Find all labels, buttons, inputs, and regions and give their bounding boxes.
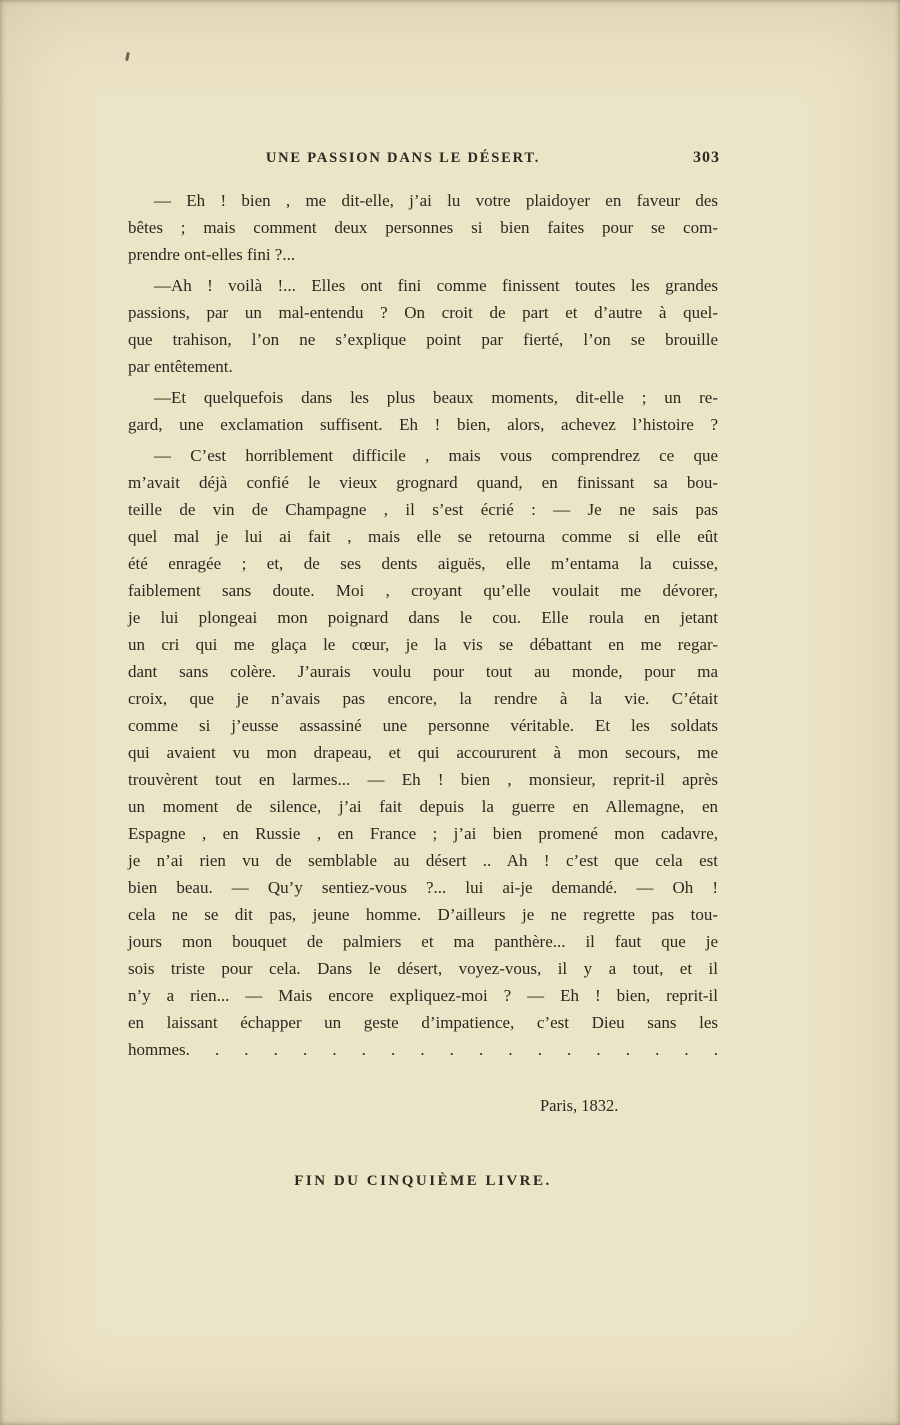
text-line: — Eh ! bien , me dit-elle, j’ai lu votre plaidoyer en faveur des <box>154 191 718 210</box>
text-line: dant sans colère. J’aurais voulu pour tout au monde, pour ma <box>128 662 718 681</box>
paragraph <box>128 384 718 438</box>
text-line: croix, que je n’avais pas encore, la rendre à la vie. C’était <box>128 689 718 708</box>
text-line: je lui plongeai mon poignard dans le cou. Elle roula en jetant <box>128 608 718 627</box>
scan-artifact <box>125 52 130 61</box>
text-column <box>128 150 718 1190</box>
text-line: que trahison, l’on ne s’explique point par fierté, l’on se brouille <box>128 330 718 349</box>
text-line: passions, par un mal-entendu ? On croit de part et d’autre à quel- <box>128 303 718 322</box>
text-line: un moment de silence, j’ai fait depuis la guerre en Allemagne, en <box>128 797 718 816</box>
text-line: faiblement sans doute. Moi , croyant qu’elle voulait me dévorer, <box>128 581 718 600</box>
text-line: bêtes ; mais comment deux personnes si bien faites pour se com- <box>128 218 718 237</box>
text-line: — C’est horriblement difficile , mais vous comprendrez ce que <box>154 446 718 465</box>
text-line: —Et quelquefois dans les plus beaux moments, dit-elle ; un re- <box>154 388 718 407</box>
text-line: cela ne se dit pas, jeune homme. D’ailleurs je ne regrette pas tou- <box>128 905 718 924</box>
text-line: jours mon bouquet de palmiers et ma panthère... il faut que je <box>128 932 718 951</box>
body-text <box>128 187 718 1063</box>
text-line: Espagne , en Russie , en France ; j’ai bien promené mon cadavre, <box>128 824 718 843</box>
text-line: quel mal je lui ai fait , mais elle se retourna comme si elle eût <box>128 527 718 546</box>
text-line: gard, une exclamation suffisent. Eh ! bien, alors, achevez l’histoire ? <box>128 415 718 434</box>
text-line: teille de vin de Champagne , il s’est écrié : — Je ne sais pas <box>128 500 718 519</box>
text-line: m’avait déjà confié le vieux grognard quand, en finissant sa bou- <box>128 473 718 492</box>
text-line: hommes. . . . . . . . . . . . . . . . . . . <box>128 1040 718 1059</box>
text-line: —Ah ! voilà !... Elles ont fini comme finissent toutes les grandes <box>154 276 718 295</box>
page-number: 303 <box>693 149 720 166</box>
paragraph <box>128 187 718 268</box>
text-line: en laissant échapper un geste d’impatience, c’est Dieu sans les <box>128 1013 718 1032</box>
text-line: n’y a rien... — Mais encore expliquez-moi ? — Eh ! bien, reprit-il <box>128 986 718 1005</box>
text-line: prendre ont-elles fini ?... <box>128 245 296 264</box>
text-line: sois triste pour cela. Dans le désert, voyez-vous, il y a tout, et il <box>128 959 718 978</box>
text-line: je n’ai rien vu de semblable au désert .. Ah ! c’est que cela est <box>128 851 718 870</box>
paragraph <box>128 442 718 1063</box>
paragraph <box>128 272 718 380</box>
text-line: bien beau. — Qu’y sentiez-vous ?... lui ai-je demandé. — Oh ! <box>128 878 718 897</box>
page-header <box>128 150 718 172</box>
running-title: UNE PASSION DANS LE DÉSERT. <box>265 150 541 166</box>
text-line: été enragée ; et, de ses dents aiguës, elle m’entama la cuisse, <box>128 554 718 573</box>
text-line: un cri qui me glaça le cœur, je la vis se débattant en me regar- <box>128 635 718 654</box>
text-line: par entêtement. <box>128 357 233 376</box>
text-line: comme si j’eusse assassiné une personne véritable. Et les soldats <box>128 716 718 735</box>
text-line: trouvèrent tout en larmes... — Eh ! bien , monsieur, reprit-il après <box>128 770 718 789</box>
dateline: Paris, 1832. <box>540 1096 619 1115</box>
fin-heading: FIN DU CINQUIÈME LIVRE. <box>294 1173 552 1189</box>
text-line: qui avaient vu mon drapeau, et qui accoururent à mon secours, me <box>128 743 718 762</box>
